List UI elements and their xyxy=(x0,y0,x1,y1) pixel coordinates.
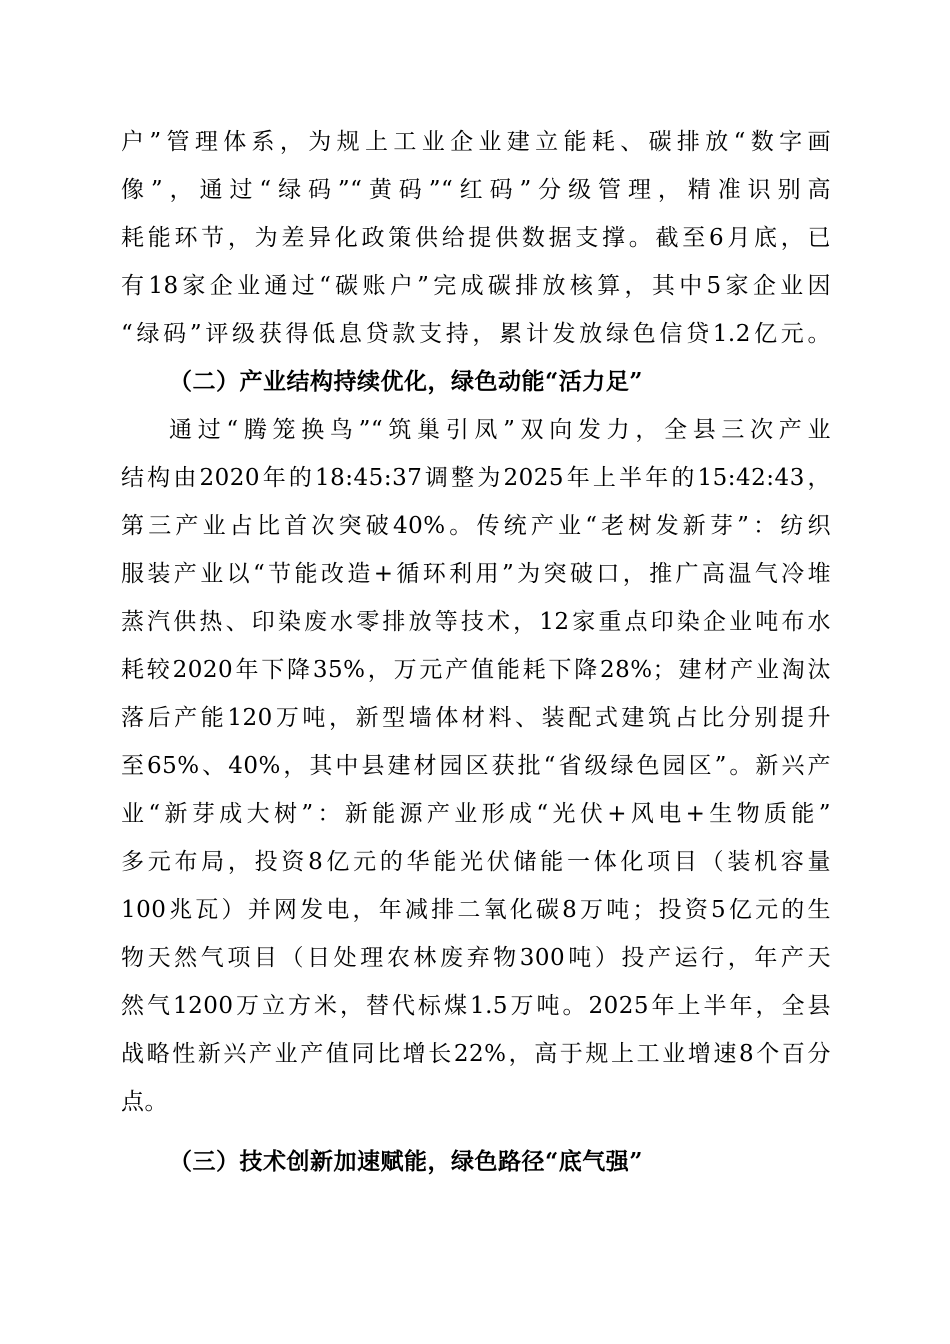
text-line: 像”，通过“绿码”“黄码”“红码”分级管理，精准识别高 xyxy=(121,177,831,203)
text-line: 有18家企业通过“碳账户”完成碳排放核算，其中5家企业因 xyxy=(121,273,831,299)
text-line: 落后产能120万吨，新型墙体材料、装配式建筑占比分别提升 xyxy=(121,705,831,731)
text-line: 100兆瓦）并网发电，年减排二氧化碳8万吨；投资5亿元的生 xyxy=(121,897,831,923)
text-line: 点。 xyxy=(121,1089,168,1115)
text-line: “绿码”评级获得低息贷款支持，累计发放绿色信贷1.2亿元。 xyxy=(121,321,831,347)
section-heading-3: （三）技术创新加速赋能，绿色路径“底气强” xyxy=(169,1148,643,1175)
text-line: 户”管理体系，为规上工业企业建立能耗、碳排放“数字画 xyxy=(121,129,831,155)
text-line: 多元布局，投资8亿元的华能光伏储能一体化项目（装机容量 xyxy=(121,849,831,875)
text-line: 物天然气项目（日处理农林废弃物300吨）投产运行，年产天 xyxy=(121,945,831,971)
text-line: 耗能环节，为差异化政策供给提供数据支撑。截至6月底，已 xyxy=(121,225,831,251)
text-line: 蒸汽供热、印染废水零排放等技术，12家重点印染企业吨布水 xyxy=(121,609,831,635)
text-line: 战略性新兴产业产值同比增长22%，高于规上工业增速8个百分 xyxy=(121,1041,831,1067)
text-line: 服装产业以“节能改造+循环利用”为突破口，推广高温气冷堆 xyxy=(121,561,831,587)
text-line: 通过“腾笼换鸟”“筑巢引凤”双向发力，全县三次产业 xyxy=(169,417,831,443)
text-line: 结构由2020年的18:45:37调整为2025年上半年的15:42:43， xyxy=(121,465,831,491)
text-line: 耗较2020年下降35%，万元产值能耗下降28%；建材产业淘汰 xyxy=(121,657,831,683)
paragraph-industry-structure xyxy=(121,406,831,1126)
text-line: 第三产业占比首次突破40%。传统产业“老树发新芽”：纺织 xyxy=(121,513,831,539)
text-line: 然气1200万立方米，替代标煤1.5万吨。2025年上半年，全县 xyxy=(121,993,831,1019)
section-heading-2: （二）产业结构持续优化，绿色动能“活力足” xyxy=(169,368,643,395)
text-line: 至65%、40%，其中县建材园区获批“省级绿色园区”。新兴产 xyxy=(121,753,831,779)
text-line: 业“新芽成大树”：新能源产业形成“光伏+风电+生物质能” xyxy=(121,801,831,827)
paragraph-carbon-account xyxy=(121,118,831,358)
document-page xyxy=(121,118,831,1186)
